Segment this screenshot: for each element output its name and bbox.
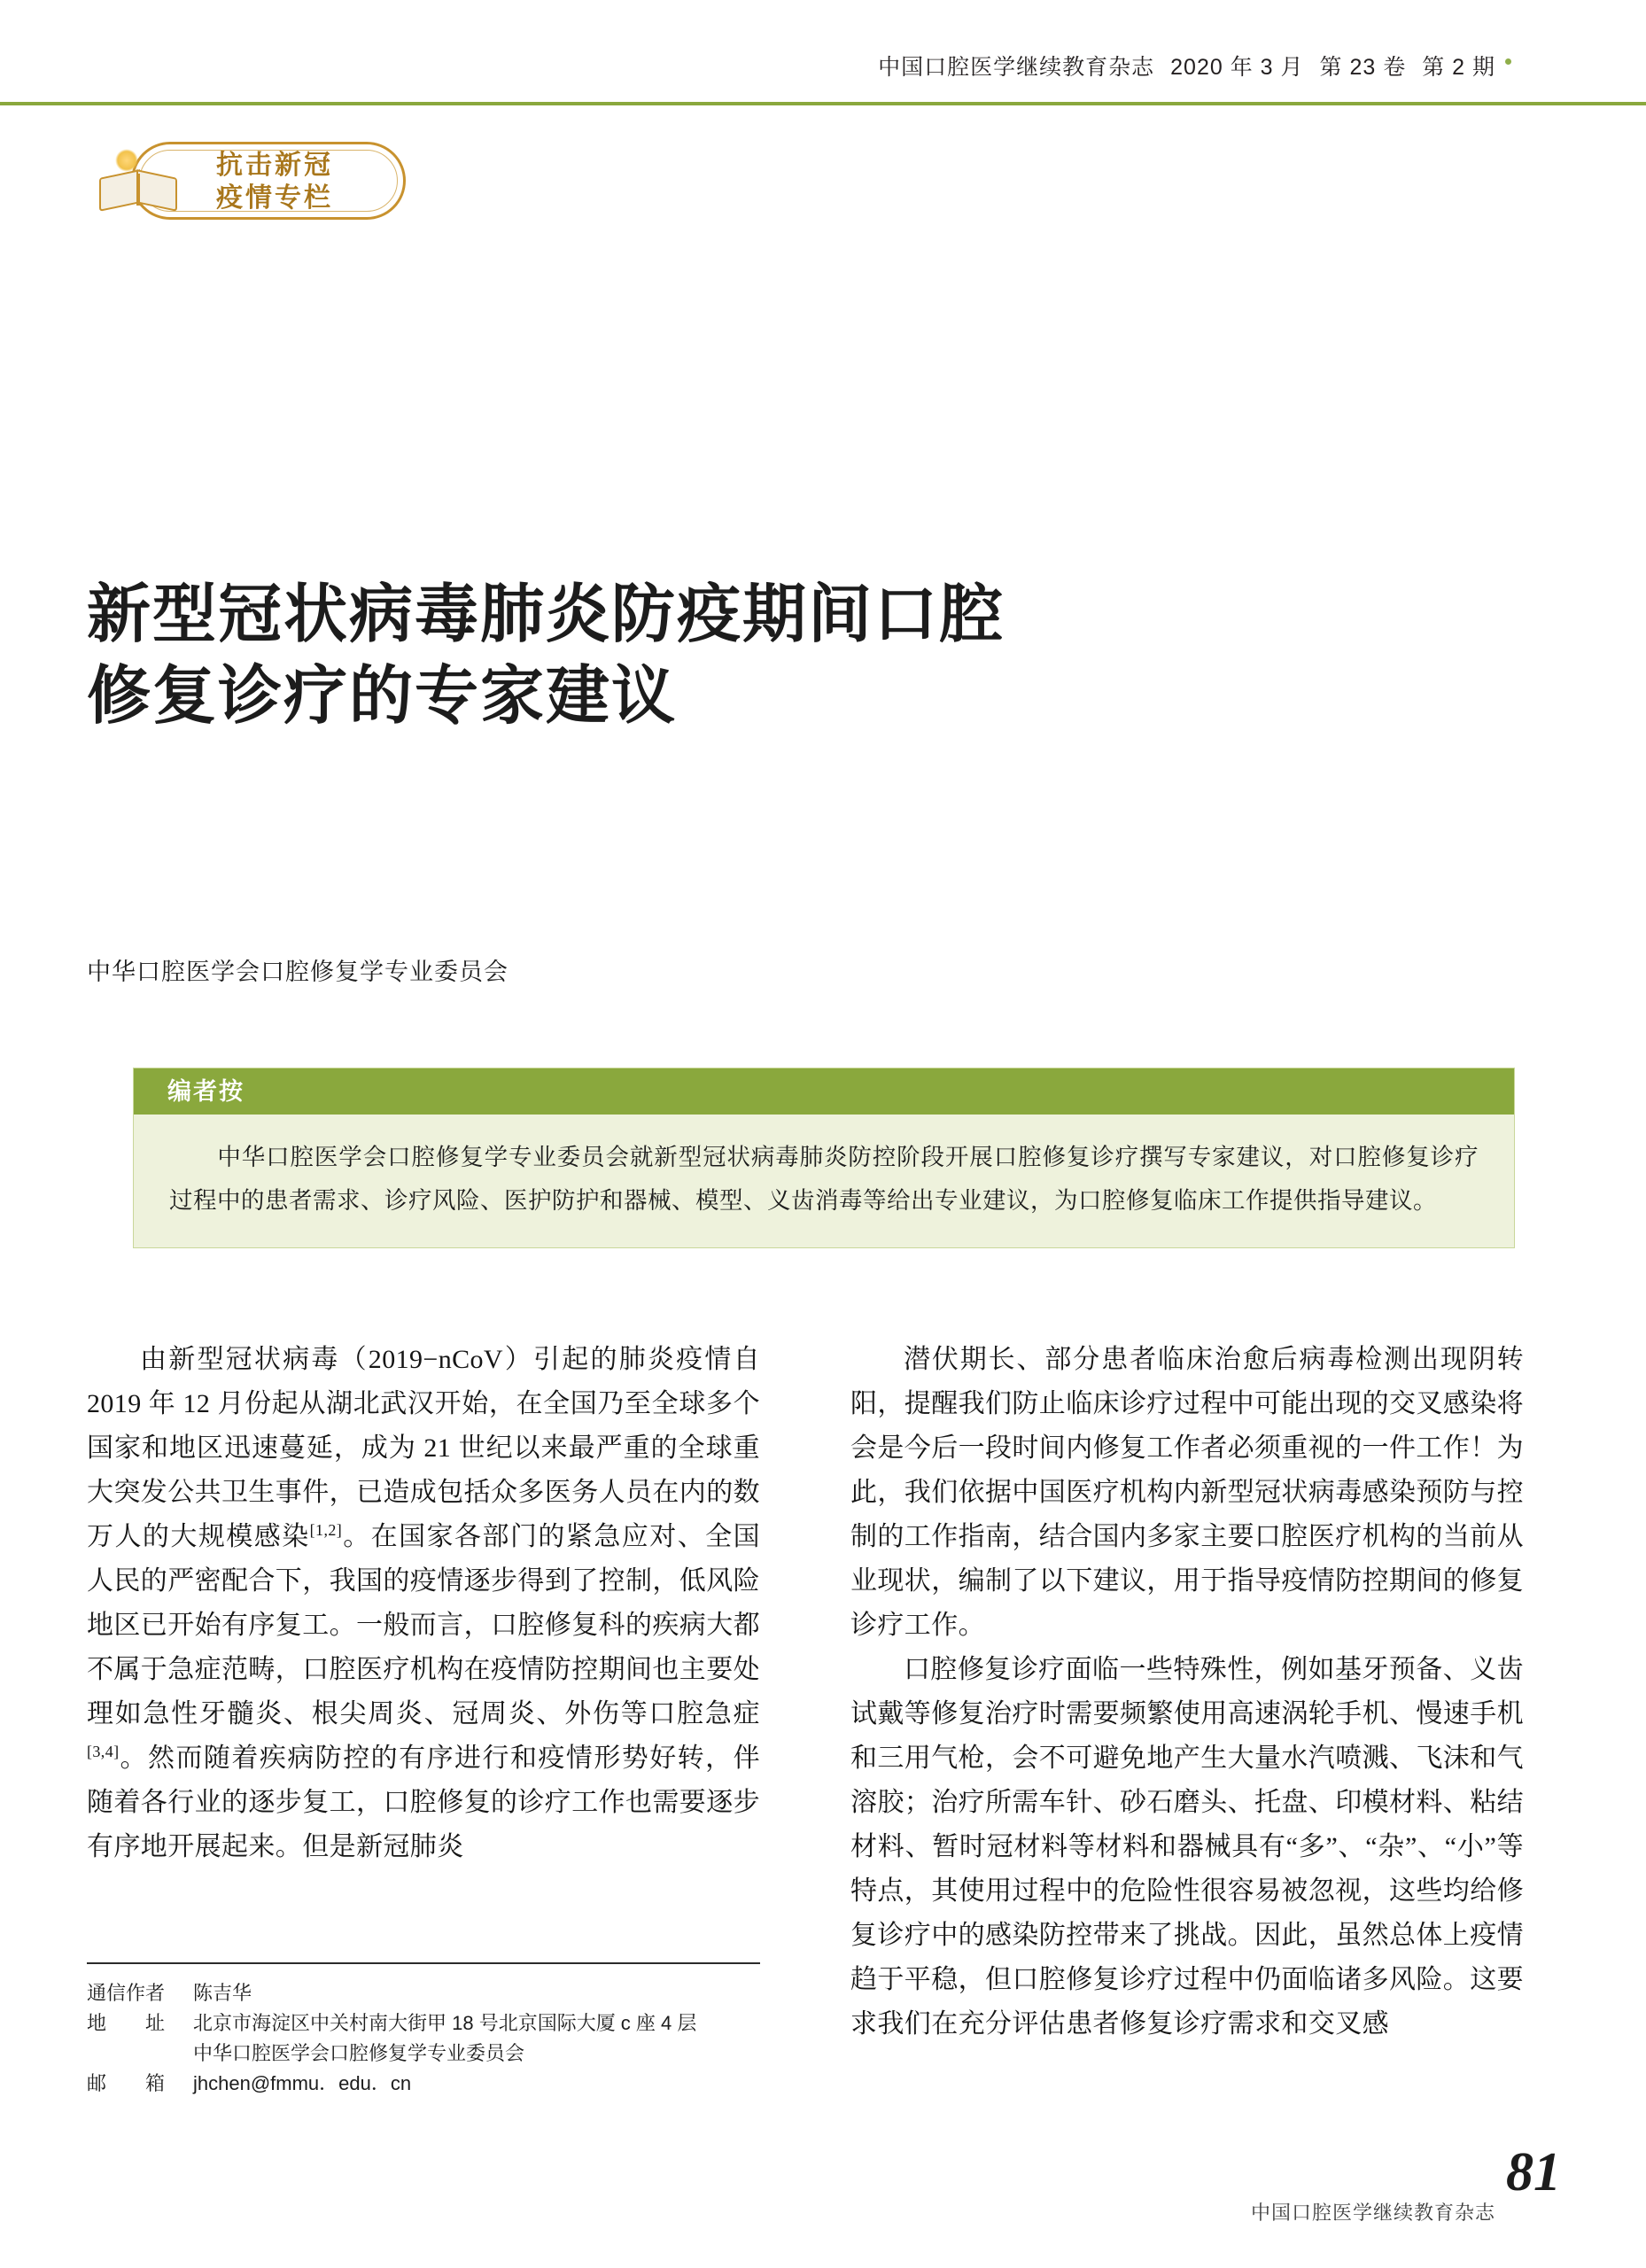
header-journal-name: 中国口腔医学继续教育杂志 (878, 55, 1155, 80)
title-line-2: 修复诊疗的专家建议 (87, 661, 678, 733)
reference-marker-2: [3,4] (87, 1743, 120, 1760)
correspondence-author-row (87, 1978, 760, 2008)
title-line-1: 新型冠状病毒肺炎防疫期间口腔 (87, 579, 1005, 651)
correspondence-address-line-1: 北京市海淀区中关村南大街甲 18 号北京国际大厦 c 座 4 层 (193, 2012, 697, 2034)
body-column-right (850, 1338, 1524, 2047)
editor-note-text: 中华口腔医学会口腔修复学专业委员会就新型冠状病毒肺炎防控阶段开展口腔修复诊疗撰写专家建议，对口腔修复诊疗过程中的患者需求、诊疗风险、医护防护和器械、模型、义齿消毒等给出专业建议，为口腔修复临床工作提供指导建议。 (169, 1144, 1479, 1214)
body-left-seg-2: 。在国家各部门的紧急应对、全国人民的严密配合下，我国的疫情逐步得到了控制，低风险地区已开始有序复工。一般而言，口腔修复科的疾病大都不属于急症范畴，口腔医疗机构在疫情防控期间也主要处理如急性牙髓炎、根尖周炎、冠周炎、外伤等口腔急症 (87, 1522, 761, 1728)
page-title (87, 574, 1522, 737)
page-number: 81 (1506, 2142, 1561, 2202)
editor-note-heading: 编者按 (134, 1068, 1514, 1115)
body-paragraph-left (87, 1338, 760, 1869)
badge-text (177, 149, 372, 214)
header-citation (878, 50, 1495, 82)
correspondence-email-label: 邮 箱 (87, 2072, 166, 2094)
badge-line-2: 疫情专栏 (216, 183, 333, 213)
correspondence-divider (87, 1962, 760, 1964)
open-book-icon (97, 149, 179, 211)
footer-journal-name: 中国口腔医学继续教育杂志 (1250, 2202, 1495, 2224)
book-spine (136, 174, 140, 206)
body-paragraph-right-1: 潜伏期长、部分患者临床治愈后病毒检测出现阴转阳，提醒我们防止临床诊疗过程中可能出现的交叉感染将会是今后一段时间内修复工作者必须重视的一件工作！为此，我们依据中国医疗机构内新型冠状病毒感染预防与控制的工作指南，结合国内多家主要口腔医疗机构的当前从业现状，编制了以下建议，用于指导疫情防控期间的修复诊疗工作。 (850, 1345, 1524, 1640)
book-page-right (136, 169, 177, 212)
body-left-seg-3: 。然而随着疾病防控的有序进行和疫情形势好转，伴随着各行业的逐步复工，口腔修复的诊疗工作也需要逐步有序地开展起来。但是新冠肺炎 (87, 1744, 760, 1861)
correspondence-author-value: 陈吉华 (193, 1982, 252, 2004)
correspondence-address-label: 地 址 (87, 2012, 166, 2034)
header-divider (0, 102, 1646, 105)
correspondence-email-row (87, 2069, 760, 2099)
correspondence-author-label: 通信作者 (87, 1982, 166, 2004)
header-date: 2020 年 3 月 (1170, 55, 1304, 80)
header-dot-icon (1505, 58, 1511, 65)
body-paragraph-right-2: 口腔修复诊疗面临一些特殊性，例如基牙预备、义齿试戴等修复治疗时需要频繁使用高速涡轮手机、慢速手机和三用气枪，会不可避免地产生大量水汽喷溅、飞沫和气溶胶；治疗所需车针、砂石磨头、托盘、印模材料、粘结材料、暂时冠材料等材料和器械具有“多”、“杂”、“小”等特点，其使用过程中的危险性很容易被忽视，这些均给修复诊疗中的感染防控带来了挑战。因此，虽然总体上疫情趋于平稳，但口腔修复诊疗过程中仍面临诸多风险。这要求我们在充分评估患者修复诊疗需求和交叉感 (850, 1655, 1524, 2039)
correspondence-address-value (193, 2008, 760, 2069)
header-volume: 第 23 卷 (1319, 55, 1407, 80)
book-shine (115, 149, 138, 172)
editor-note-body (134, 1115, 1514, 1247)
page-header (0, 0, 1646, 113)
editor-note-box (133, 1068, 1515, 1248)
correspondence-address-row (87, 2008, 760, 2069)
header-issue: 第 2 期 (1422, 55, 1495, 80)
book-page-left (99, 169, 140, 212)
body-column-left (87, 1338, 760, 1869)
badge-line-1: 抗击新冠 (216, 151, 333, 180)
reference-marker-1: [1,2] (309, 1521, 343, 1539)
correspondence-block (87, 1962, 760, 2099)
article-author: 中华口腔医学会口腔修复学专业委员会 (87, 959, 509, 985)
body-left-seg-1: 由新型冠状病毒（2019−nCoV）引起的肺炎疫情自 2019 年 12 月份起从湖北武汉开始，在全国乃至全球多个国家和地区迅速蔓延，成为 21 世纪以来最严重的全球重大突发公共卫生事件，已造成包括众多医务人员在内的数万人的大规模感染 (87, 1345, 760, 1551)
correspondence-email-value: jhchen@fmmu．edu．cn (193, 2072, 412, 2094)
correspondence-address-line-2: 中华口腔医学会口腔修复学专业委员会 (193, 2042, 525, 2064)
column-badge (89, 133, 416, 230)
